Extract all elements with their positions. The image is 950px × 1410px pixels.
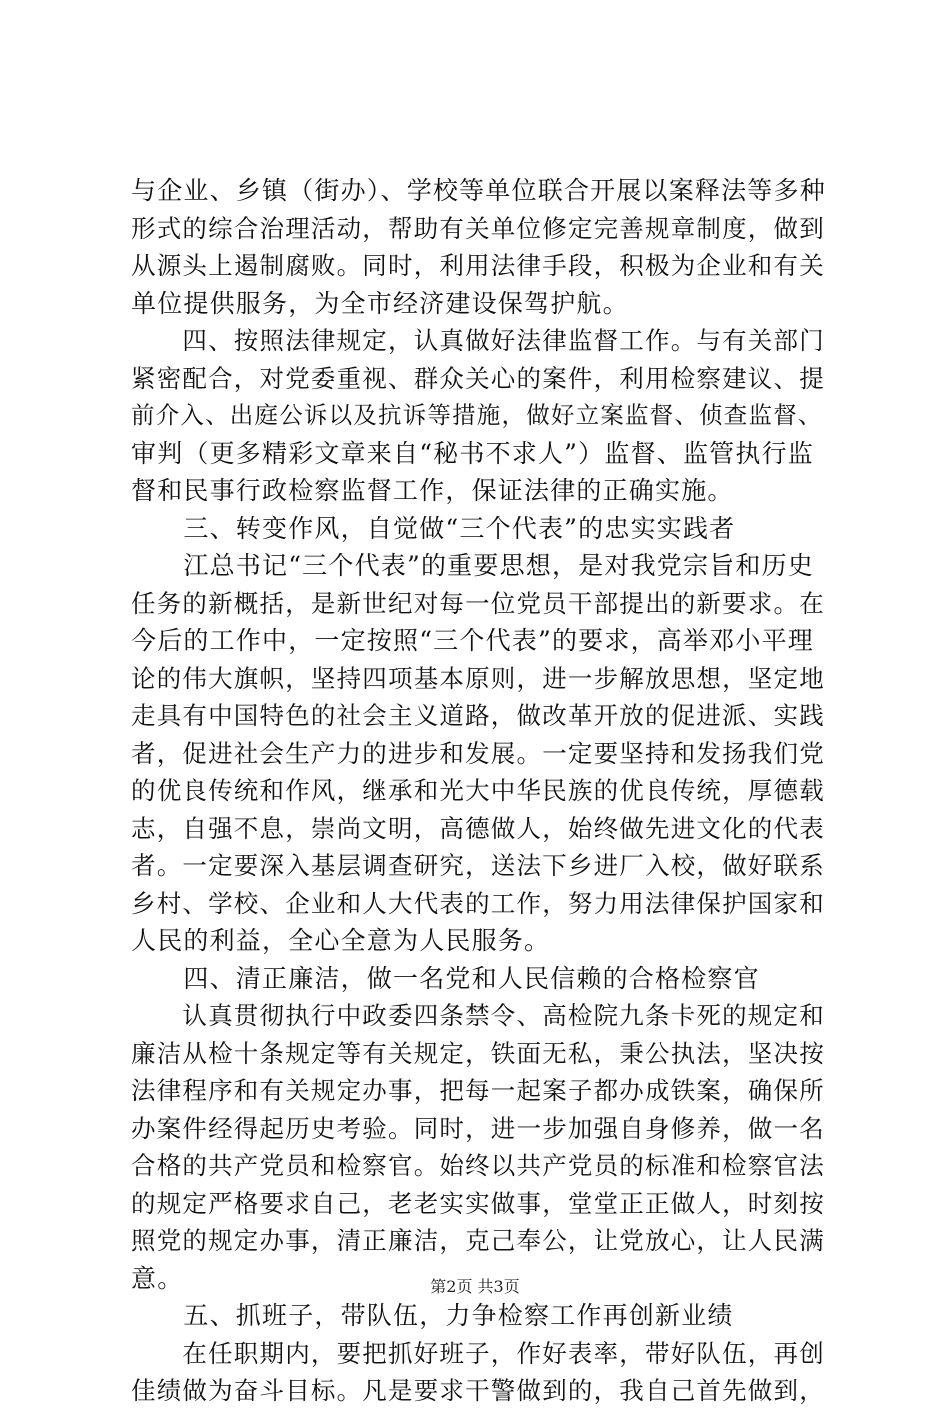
text-line: 照党的规定办事，清正廉洁，克己奉公，让党放心，让人民满 — [131, 1226, 825, 1255]
text-line: 意。 — [131, 1263, 184, 1293]
text-line: 单位提供服务，为全市经济建设保驾护航。 — [131, 288, 629, 318]
text-line: 从源头上遏制腐败。同时，利用法律手段，积极为企业和有关 — [131, 251, 825, 280]
text-line: 江总书记“三个代表”的重要思想，是对我党宗旨和历史 — [131, 551, 814, 580]
text-line: 形式的综合治理活动，帮助有关单位修定完善规章制度，做到 — [131, 213, 825, 243]
text-line: 三、转变作风，自觉做“三个代表”的忠实实践者 — [131, 513, 736, 543]
text-line: 者，促进社会生产力的进步和发展。一定要坚持和发扬我们党 — [131, 738, 825, 768]
text-line: 走具有中国特色的社会主义道路，做改革开放的促进派、实践 — [131, 701, 825, 730]
document-body — [131, 172, 831, 1410]
text-line: 四、清正廉洁，做一名党和人民信赖的合格检察官 — [131, 963, 760, 993]
text-line: 认真贯彻执行中政委四条禁令、高检院九条卡死的规定和 — [131, 1001, 825, 1030]
text-line: 四、按照法律规定，认真做好法律监督工作。与有关部门 — [131, 326, 825, 355]
text-line: 紧密配合，对党委重视、群众关心的案件，利用检察建议、提 — [131, 363, 825, 393]
text-line: 任务的新概括，是新世纪对每一位党员干部提出的新要求。在 — [131, 588, 825, 618]
text-line: 志，自强不息，崇尚文明，高德做人，始终做先进文化的代表 — [131, 813, 825, 843]
text-line: 与企业、乡镇（街办）、学校等单位联合开展以案释法等多种 — [131, 176, 826, 205]
text-line: 法律程序和有关规定办事，把每一起案子都办成铁案，确保所 — [131, 1076, 825, 1105]
text-line: 审判（更多精彩文章来自“秘书不求人”）监督、监管执行监 — [131, 438, 814, 468]
text-line: 廉洁从检十条规定等有关规定，铁面无私，秉公执法，坚决按 — [131, 1038, 825, 1068]
text-line: 乡村、学校、企业和人大代表的工作，努力用法律保护国家和 — [131, 888, 825, 918]
text-line: 佳绩做为奋斗目标。凡是要求干警做到的，我自己首先做到， — [131, 1376, 825, 1405]
text-line: 的优良传统和作风，继承和光大中华民族的优良传统，厚德载 — [131, 776, 825, 805]
text-line: 督和民事行政检察监督工作，保证法律的正确实施。 — [131, 476, 734, 505]
text-line: 前介入、出庭公诉以及抗诉等措施，做好立案监督、侦查监督、 — [131, 401, 823, 429]
text-line: 论的伟大旗帜，坚持四项基本原则，进一步解放思想，坚定地 — [131, 663, 825, 693]
text-line: 人民的利益，全心全意为人民服务。 — [131, 926, 551, 955]
text-line: 的规定严格要求自己，老老实实做事，堂堂正正做人，时刻按 — [131, 1188, 825, 1218]
text-line: 今后的工作中，一定按照“三个代表”的要求，高举邓小平理 — [131, 626, 814, 655]
text-line: 办案件经得起历史考验。同时，进一步加强自身修养，做一名 — [131, 1113, 825, 1143]
text-line: 在任职期内，要把抓好班子，作好表率，带好队伍，再创 — [131, 1338, 825, 1368]
text-line: 者。一定要深入基层调查研究，送法下乡进厂入校，做好联系 — [131, 851, 825, 880]
text-line: 合格的共产党员和检察官。始终以共产党员的标准和检察官法 — [131, 1151, 825, 1180]
text-line: 五、抓班子，带队伍，力争检察工作再创新业绩 — [131, 1301, 734, 1330]
page-footer: 第2页 共3页 — [430, 1277, 520, 1296]
